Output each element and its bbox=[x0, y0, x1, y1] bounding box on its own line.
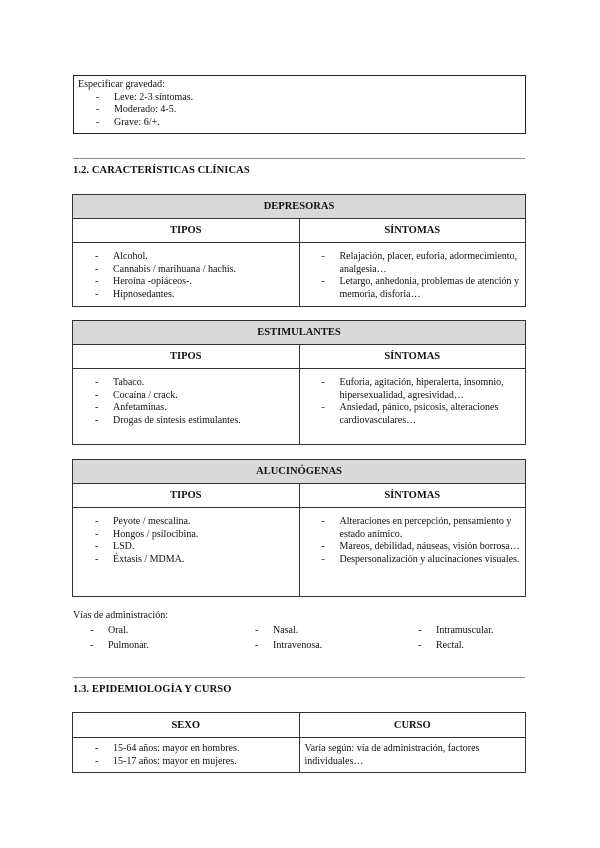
list-item: - Hongos / psilocibina. bbox=[73, 529, 299, 542]
list-item: - Oral. bbox=[88, 625, 128, 636]
section-heading-epidemiologia: 1.3. EPIDEMIOLOGÍA Y CURSO bbox=[73, 684, 232, 695]
sintomas-cell bbox=[299, 369, 526, 445]
table-estimulantes bbox=[72, 320, 526, 445]
list-item: - LSD. bbox=[73, 541, 299, 554]
vias-title: Vías de administración: bbox=[73, 610, 168, 621]
column-header-tipos: TIPOS bbox=[73, 219, 300, 243]
list-item: - Mareos, debilidad, náuseas, visión borrosa… bbox=[300, 541, 526, 554]
table-epidemiologia bbox=[72, 712, 526, 773]
list-item: - 15-64 años: mayor en hombres. bbox=[73, 743, 299, 756]
table-depresoras bbox=[72, 194, 526, 307]
column-header-curso: CURSO bbox=[299, 713, 526, 738]
list-item: - Euforia, agitación, hiperalerta, insomnio, hipersexualidad, agresividad… bbox=[300, 377, 526, 402]
list-item: - Pulmonar. bbox=[88, 640, 149, 651]
list-item: - Leve: 2-3 síntomas. bbox=[74, 92, 521, 105]
list-item: - Alteraciones en percepción, pensamiento y estado anímico. bbox=[300, 516, 526, 541]
list-item: - Cannabis / marihuana / hachís. bbox=[73, 264, 299, 277]
list-item: - Intravenosa. bbox=[253, 640, 322, 651]
tipos-cell bbox=[73, 243, 300, 307]
sexo-cell bbox=[73, 738, 300, 773]
sintomas-cell bbox=[299, 243, 526, 307]
gravedad-box bbox=[73, 75, 526, 134]
list-item: - Letargo, anhedonia, problemas de atención y memoria, disforia… bbox=[300, 276, 526, 301]
divider bbox=[73, 158, 525, 159]
list-item: - Grave: 6/+. bbox=[74, 117, 521, 130]
sintomas-cell bbox=[299, 508, 526, 597]
table-title: ALUCINÓGENAS bbox=[73, 460, 526, 484]
column-header-sintomas: SÍNTOMAS bbox=[299, 484, 526, 508]
list-item: - Heroína -opiáceos-. bbox=[73, 276, 299, 289]
tipos-cell bbox=[73, 369, 300, 445]
list-item: - Tabaco. bbox=[73, 377, 299, 390]
column-header-sintomas: SÍNTOMAS bbox=[299, 219, 526, 243]
tipos-cell bbox=[73, 508, 300, 597]
list-item: - Anfetaminas. bbox=[73, 402, 299, 415]
list-item: - Moderado: 4-5. bbox=[74, 104, 521, 117]
list-item: - Alcohol. bbox=[73, 251, 299, 264]
list-item: - Relajación, placer, euforia, adormecimiento, analgesia… bbox=[300, 251, 526, 276]
divider bbox=[73, 677, 525, 678]
list-item: - Ansiedad, pánico, psicosis, alteraciones cardiovasculares… bbox=[300, 402, 526, 427]
list-item: - Peyote / mescalina. bbox=[73, 516, 299, 529]
column-header-tipos: TIPOS bbox=[73, 345, 300, 369]
list-item: - Rectal. bbox=[416, 640, 464, 651]
list-item: - Nasal. bbox=[253, 625, 298, 636]
list-item: - 15-17 años: mayor en mujeres. bbox=[73, 756, 299, 769]
curso-cell: Varía según: vía de administración, factores individuales… bbox=[299, 738, 526, 773]
column-header-tipos: TIPOS bbox=[73, 484, 300, 508]
gravedad-title: Especificar gravedad: bbox=[78, 79, 165, 90]
list-item: - Intramuscular. bbox=[416, 625, 493, 636]
table-alucinogenas bbox=[72, 459, 526, 597]
table-title: DEPRESORAS bbox=[73, 195, 526, 219]
section-heading-clinicas: 1.2. CARACTERÍSTICAS CLÍNICAS bbox=[73, 165, 250, 176]
list-item: - Cocaína / crack. bbox=[73, 390, 299, 403]
list-item: - Hipnosedantes. bbox=[73, 289, 299, 302]
list-item: - Éxtasis / MDMA. bbox=[73, 554, 299, 567]
column-header-sintomas: SÍNTOMAS bbox=[299, 345, 526, 369]
table-title: ESTIMULANTES bbox=[73, 321, 526, 345]
list-item: - Drogas de síntesis estimulantes. bbox=[73, 415, 299, 428]
gravedad-list bbox=[74, 92, 521, 130]
list-item: - Despersonalización y alucinaciones visuales. bbox=[300, 554, 526, 567]
column-header-sexo: SEXO bbox=[73, 713, 300, 738]
